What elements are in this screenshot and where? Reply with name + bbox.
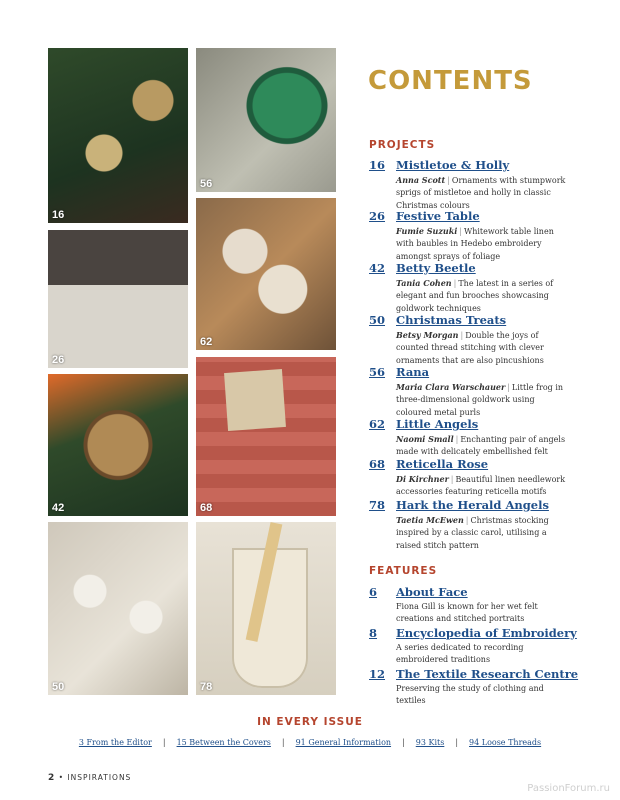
entry-author: Anna Scott [396,175,446,185]
every-issue-item[interactable]: 15 Between the Covers [176,738,271,747]
photo-page-number: 26 [52,354,65,366]
every-issue-item[interactable]: 91 General Information [295,738,392,747]
features-heading: FEATURES [369,565,438,577]
entry-author: Fumie Suzuki [396,226,458,236]
photo-page-number: 62 [200,336,213,348]
entry-title[interactable]: Mistletoe & Holly [396,158,510,172]
entry-author: Betsy Morgan [396,330,459,340]
entry-author: Maria Clara Warschauer [396,382,506,392]
project-entry[interactable]: 26 Festive Table Fumie Suzuki | Whitework table linen with baubles in Hedebo embroidery amongst sprays of foliage [369,209,554,261]
entry-description: Double the joys of counted thread stitching with clever ornaments that are also pincushions [396,331,544,365]
photo-rana-frog [196,48,336,192]
entry-title[interactable]: Reticella Rose [396,457,489,471]
page-number: 2 [48,773,56,783]
entry-page: 26 [369,209,386,223]
entry-title[interactable]: Betty Beetle [396,261,476,275]
entry-author: Tania Cohen [396,278,452,288]
entry-page: 78 [369,498,386,512]
entry-title[interactable]: Rana [396,365,430,379]
entry-page: 12 [369,667,386,681]
entry-title[interactable]: The Textile Research Centre [396,667,579,681]
project-entry[interactable]: 62 Little Angels Naomi Small | Enchanting pair of angels made with delicately embellished felt [369,417,566,457]
entry-title[interactable]: Encyclopedia of Embroidery [396,626,577,640]
entry-description: A series dedicated to recording embroidered traditions [396,643,524,665]
entry-description: Preserving the study of clothing and textiles [396,684,544,706]
page-title: CONTENTS [368,66,533,96]
project-entry[interactable]: 42 Betty Beetle Tania Cohen | The latest in a series of elegant and fun brooches showcasing goldwork techniques [369,261,554,313]
project-entry[interactable]: 56 Rana Maria Clara Warschauer | Little frog in three-dimensional goldwork using coloured metal purls [369,365,564,417]
project-entry[interactable]: 50 Christmas Treats Betsy Morgan | Double the joys of counted thread stitching with clever ornaments that are also pincushions [369,313,544,365]
entry-description: Christmas stocking inspired by a classic carol, utilising a raised stitch pattern [396,516,549,550]
entry-description: Ornaments with stumpwork sprigs of mistletoe and holly in classic Christmas colours [396,176,566,210]
projects-heading: PROJECTS [369,139,436,151]
watermark: PassionForum.ru [527,783,610,794]
entry-author: Naomi Small [396,434,454,444]
entry-author: Taetia McEwen [396,515,464,525]
photo-reticella-rose [196,357,336,516]
entry-title[interactable]: Christmas Treats [396,313,507,327]
page-footer: 2 • INSPIRATIONS [48,773,132,783]
photo-page-number: 78 [200,681,213,693]
feature-entry[interactable] [369,585,569,626]
entry-description: Fiona Gill is known for her wet felt creations and stitched portraits [396,602,538,624]
every-issue-item[interactable]: 93 Kits [415,738,445,747]
photo-mistletoe-holly [48,48,188,223]
photo-page-number: 50 [52,681,65,693]
entry-page: 50 [369,313,386,327]
entry-description: The latest in a series of elegant and fun brooches showcasing goldwork techniques [396,279,554,313]
feature-entry[interactable] [369,667,579,708]
entry-page: 62 [369,417,386,431]
entry-author: Di Kirchner [396,474,449,484]
every-issue-item[interactable]: 3 From the Editor [78,738,152,747]
entry-description: Enchanting pair of angels made with delicately embellished felt [396,435,566,457]
photo-page-number: 16 [52,209,65,221]
entry-title[interactable]: Little Angels [396,417,479,431]
entry-page: 8 [369,626,378,640]
entry-page: 56 [369,365,386,379]
photo-betty-beetle [48,374,188,516]
project-entry[interactable]: 68 Reticella Rose Di Kirchner | Beautiful linen needlework accessories featuring reticella motifs [369,457,566,497]
project-entry[interactable]: 16 Mistletoe & Holly Anna Scott | Ornaments with stumpwork sprigs of mistletoe and holly in classic Christmas colours [369,158,566,210]
photo-christmas-treats [48,522,188,695]
entry-page: 68 [369,457,386,471]
photo-page-number: 56 [200,178,213,190]
entry-page: 16 [369,158,386,172]
project-entry[interactable]: 78 Hark the Herald Angels Taetia McEwen | Christmas stocking inspired by a classic carol, utilising a raised stitch pattern [369,498,549,550]
entry-title[interactable]: Festive Table [396,209,480,223]
photo-herald-angels-stocking [196,522,336,695]
entry-page: 6 [369,585,378,599]
entry-description: Little frog in three-dimensional goldwork using coloured metal purls [396,383,564,417]
entry-title[interactable]: About Face [396,585,468,599]
every-issue-item[interactable]: 94 Loose Threads [469,738,542,747]
every-issue-list: 3 From the Editor | 15 Between the Covers | 91 General Information | 93 Kits | 94 Loose Threads [78,738,542,747]
feature-entry[interactable] [369,626,577,667]
entry-description: Beautiful linen needlework accessories featuring reticella motifs [396,475,566,497]
photo-page-number: 68 [200,502,213,514]
photo-little-angels [196,198,336,350]
photo-page-number: 42 [52,502,65,514]
photo-festive-table [48,230,188,368]
entry-page: 42 [369,261,386,275]
entry-title[interactable]: Hark the Herald Angels [396,498,549,512]
magazine-name: INSPIRATIONS [67,773,132,782]
every-issue-heading: IN EVERY ISSUE [257,716,363,728]
entry-description: Whitework table linen with baubles in Hedebo embroidery amongst sprays of foliage [396,227,554,261]
